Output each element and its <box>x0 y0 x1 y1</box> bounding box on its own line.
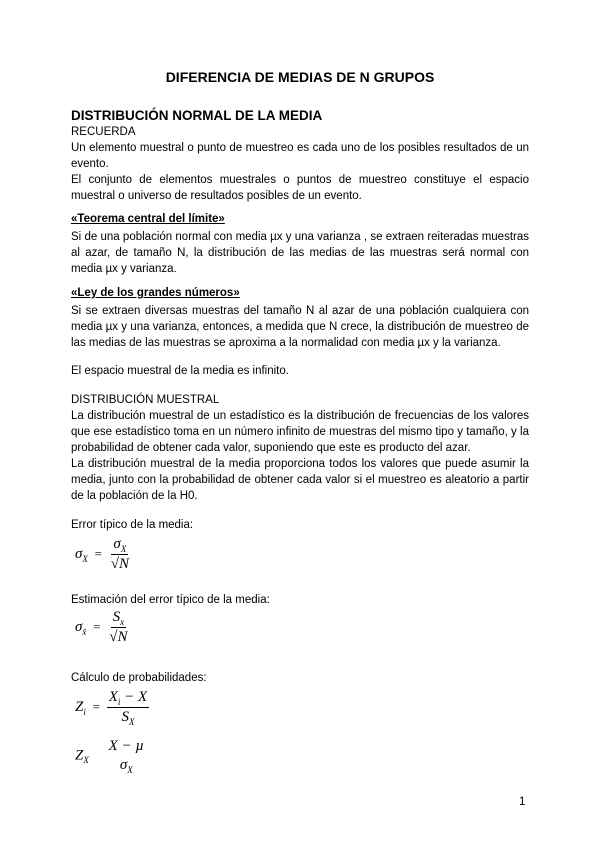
formula-zx: $Z_X$ X − µ $\sigma_X$ <box>75 738 145 775</box>
formula-error-tipico: $\sigma_X$ = $\frac{\sigma_X}{√N}$ <box>75 536 129 572</box>
paragraph-espacio-muestral: El conjunto de elementos muestrales o puntos de muestreo constituye el espacio muestral o universo de resultados posibles de un evento. <box>71 174 529 202</box>
espacio-infinito-text: El espacio muestral de la media es infinito. <box>71 365 289 377</box>
formula-estimacion: $\sigma_{x̄}$ = $\frac{S_x}{√N}$ <box>75 609 128 645</box>
distribucion-p1: La distribución muestral de un estadístico es la distribución de frecuencias de los valores que ese estadístico toma en un número infinito de muestras del mismo tipo y tamaño, y la probabilidad de obtener cada valor, suponiendo que este es producto del azar. <box>71 410 529 454</box>
page-number: 1 <box>519 796 526 808</box>
formula-zi: $Z_i$ = $\frac{X_i - X}{S_X}$ <box>75 689 148 727</box>
section-heading-normal-media: DISTRIBUCIÓN NORMAL DE LA MEDIA <box>71 108 323 123</box>
document-title: DIFERENCIA DE MEDIAS DE N GRUPOS <box>165 69 435 85</box>
paragraph-elemento-muestral: Un elemento muestral o punto de muestreo es cada uno de los posibles resultados de un evento. <box>71 142 529 170</box>
estimacion-label: Estimación del error típico de la media: <box>71 594 270 606</box>
recuerda-label: RECUERDA <box>71 126 136 138</box>
calculo-label: Cálculo de probabilidades: <box>71 672 207 684</box>
distribucion-p2: La distribución muestral de la media proporciona todos los valores que puede asumir la media, junto con la probabilidad de obtener cada valor si el muestreo es aleatorio a partir de la población de la H0. <box>71 458 529 502</box>
error-tipico-label: Error típico de la media: <box>71 519 194 531</box>
ley-heading: «Ley de los grandes números» <box>71 287 240 299</box>
teorema-text: Si de una población normal con media µx y una varianza , se extraen reiteradas muestras al azar, de tamaño N, la distribución de las medias de las muestras será normal con media µx y varianza. <box>71 231 529 275</box>
distribucion-heading: DISTRIBUCIÓN MUESTRAL <box>71 394 220 406</box>
teorema-heading: «Teorema central del límite» <box>71 213 225 225</box>
ley-text: Si se extraen diversas muestras del tamaño N al azar de una población cualquiera con media µx y una varianza, entonces, a medida que N crece, la distribución de muestreo de las medias de las muestras se aproxima a la normalidad con media µx y la varianza. <box>71 305 529 349</box>
